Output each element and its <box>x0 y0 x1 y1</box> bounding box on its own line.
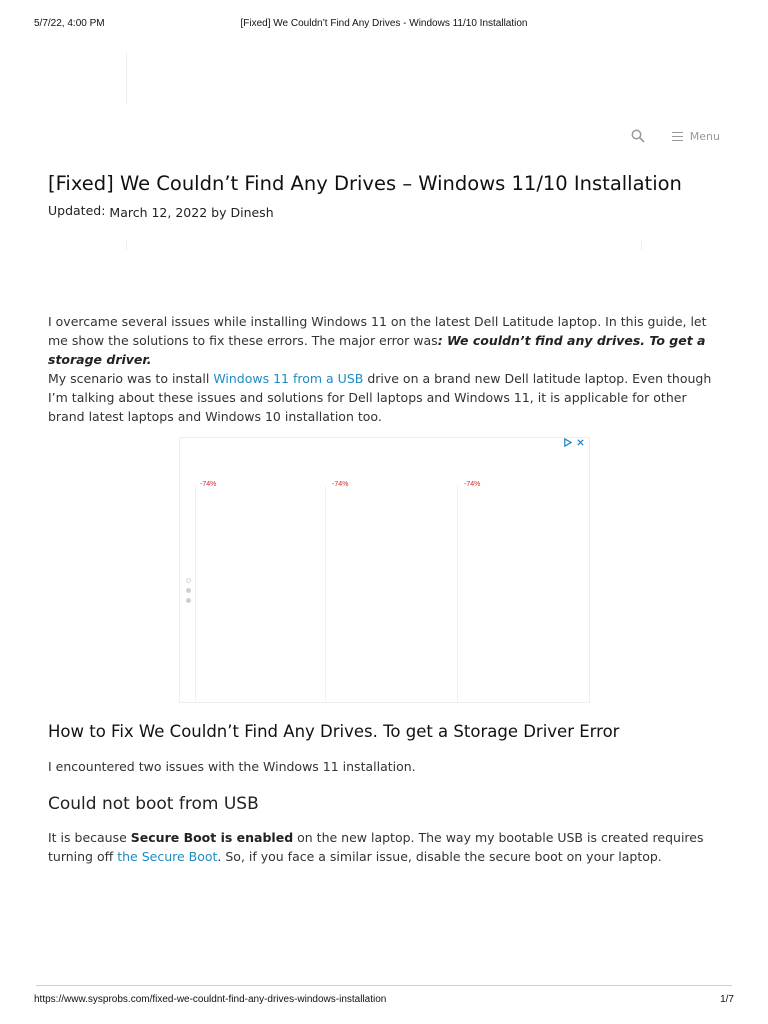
ad-discount-badge: -74% <box>332 481 349 488</box>
scenario-paragraph <box>48 369 724 426</box>
search-icon[interactable] <box>630 128 646 144</box>
print-url: https://www.sysprobs.com/fixed-we-couldnt-find-any-drives-windows-installation <box>34 994 387 1005</box>
carousel-dot[interactable] <box>186 578 191 583</box>
section-fix-paragraph <box>48 757 724 776</box>
carousel-dot[interactable] <box>186 588 191 593</box>
intro-text: I overcame several issues while installing Windows 11 on the latest Dell Latitude laptop. In this guide, let me show the solutions to fix these errors. The major error was <box>48 314 707 348</box>
ad-product-tile[interactable] <box>195 486 324 702</box>
ad-product-tile[interactable] <box>457 486 586 702</box>
article-meta <box>48 204 722 222</box>
ad-discount-badge: -74% <box>464 481 481 488</box>
top-nav <box>630 127 720 145</box>
menu-label: Menu <box>689 129 720 143</box>
secure-boot-strong: Secure Boot is enabled <box>130 830 294 845</box>
advertisement[interactable] <box>179 437 590 703</box>
scenario-text-start: My scenario was to install <box>48 371 214 386</box>
ad-discount-badge: -74% <box>200 481 217 488</box>
ad-product-tile[interactable] <box>325 486 454 702</box>
section-heading-fix: How to Fix We Couldn’t Find Any Drives. To get a Storage Driver Error <box>48 722 620 741</box>
usb-text-start: It is because <box>48 830 131 845</box>
section-usb-paragraph <box>48 828 724 866</box>
post-date-link[interactable]: March 12, 2022 <box>109 205 208 220</box>
print-datetime: 5/7/22, 4:00 PM <box>34 18 105 29</box>
scenario-text-end: drive on a brand new Dell latitude laptop. Even though I’m talking about these issues and solutions for Dell laptops and Windows 11, it is applicable for other brand latest laptops and Windows 10 installation too. <box>48 371 712 424</box>
byline-by: by <box>211 205 227 220</box>
ad-placeholder-row <box>126 240 642 250</box>
ad-controls[interactable] <box>563 438 585 447</box>
windows11-usb-link[interactable]: Windows 11 from a USB <box>213 371 364 386</box>
carousel-dot[interactable] <box>186 598 191 603</box>
print-footer <box>34 994 734 1008</box>
usb-text-mid: on the new laptop. The way my bootable USB is created requires turning off <box>48 830 704 864</box>
print-header <box>34 18 734 32</box>
secure-boot-link[interactable]: the Secure Boot <box>117 849 218 864</box>
article-title: [Fixed] We Couldn’t Find Any Drives – Windows 11/10 Installation <box>48 172 682 195</box>
updated-label: Updated: <box>48 203 106 218</box>
logo-placeholder-divider <box>126 52 127 104</box>
print-page-title: [Fixed] We Couldn’t Find Any Drives - Windows 11/10 Installation <box>240 18 528 29</box>
menu-button[interactable] <box>672 130 720 143</box>
intro-emphasis: : We couldn’t find any drives. To get a storage driver. <box>48 333 706 367</box>
adchoices-icon[interactable] <box>563 438 572 447</box>
author-link[interactable]: Dinesh <box>230 205 274 220</box>
section-fix-text: I encountered two issues with the Windows 11 installation. <box>48 759 416 774</box>
article-header <box>48 170 722 222</box>
footer-divider <box>36 985 732 986</box>
hamburger-icon <box>672 132 683 141</box>
usb-text-end: . So, if you face a similar issue, disable the secure boot on your laptop. <box>217 849 662 864</box>
section-heading-usb: Could not boot from USB <box>48 794 259 814</box>
intro-paragraph <box>48 312 724 369</box>
ad-carousel-dots[interactable] <box>186 578 191 603</box>
page-number: 1/7 <box>720 994 734 1005</box>
close-icon[interactable] <box>576 438 585 447</box>
